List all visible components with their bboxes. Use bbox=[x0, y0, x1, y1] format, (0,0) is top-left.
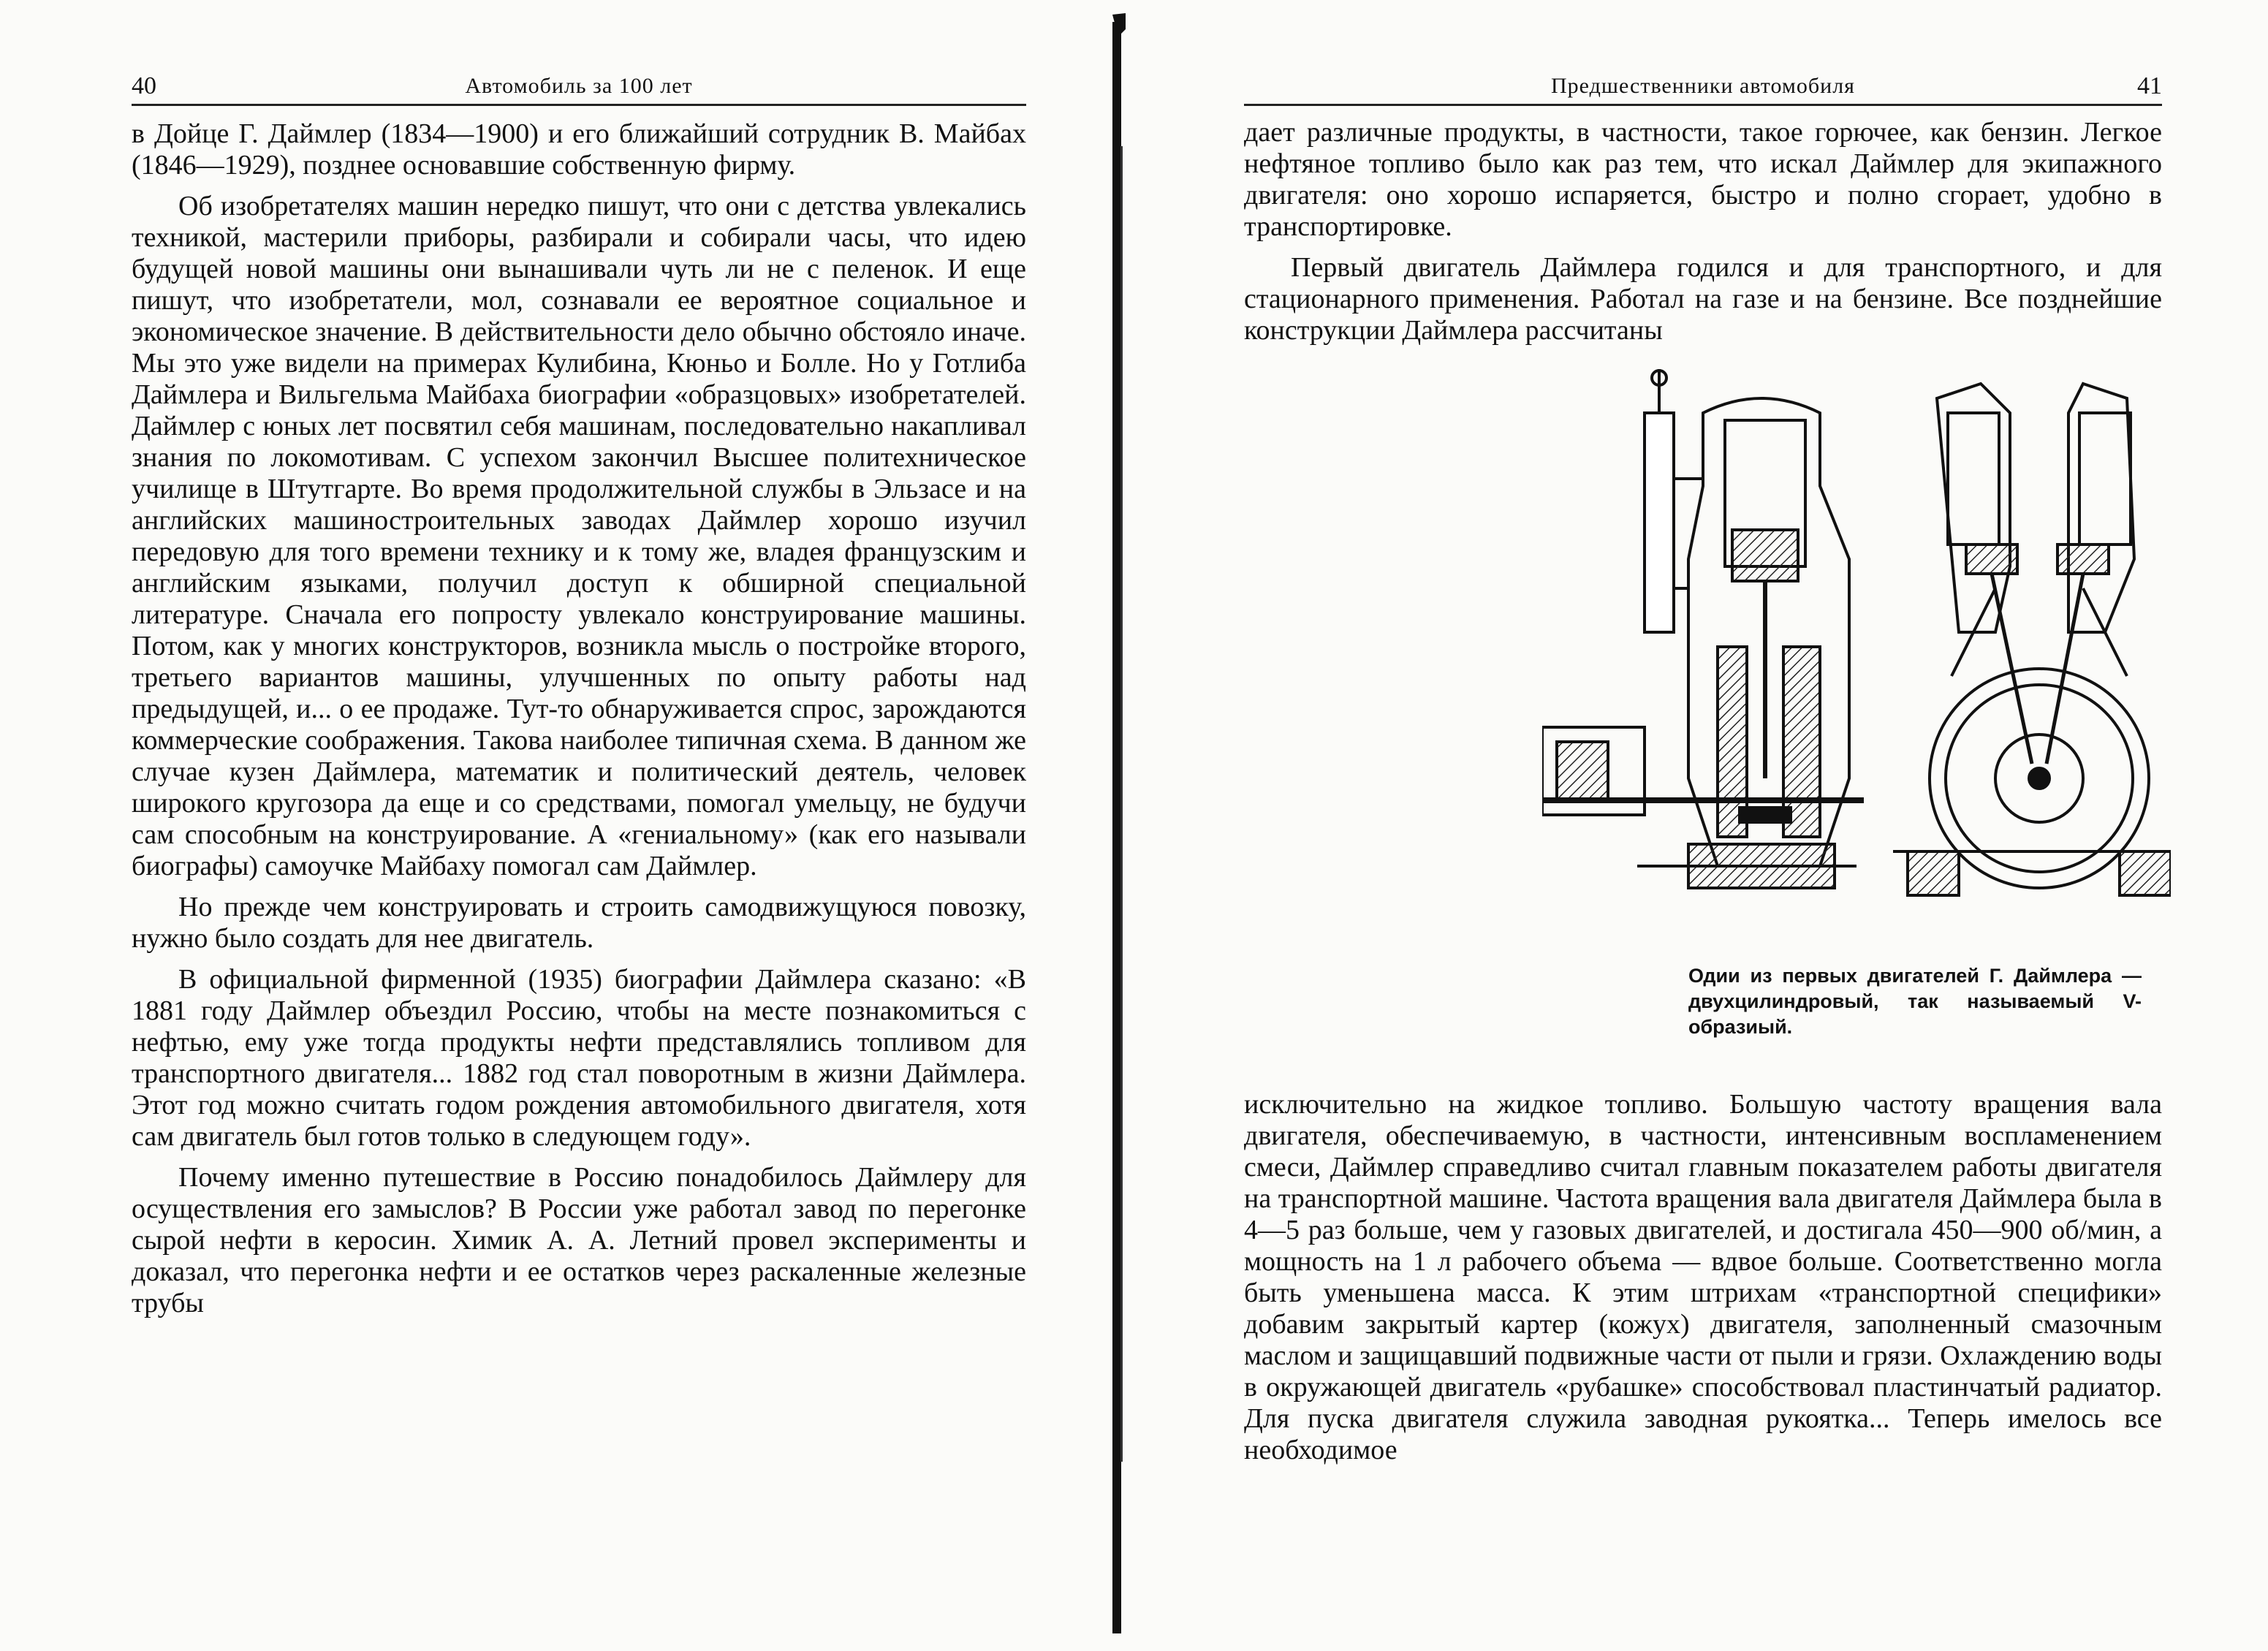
right-page-header bbox=[1244, 72, 2162, 101]
figure-caption: Одии из первых двигателей Г. Даймлера — двухцилиндровый, так называемый V-образиый. bbox=[1688, 965, 2142, 1038]
paragraph: дает различные продукты, в частности, такое горючее, как бензин. Легкое нефтяное топливо было как раз тем, что искал Даймлер для экипажного двигателя: оно хорошо испаряется, быстро и полно сгорает, удобно в транспортировке. bbox=[1244, 117, 2162, 242]
right-page-number: 41 bbox=[2137, 72, 2162, 99]
right-running-title: Предшественники автомобиля bbox=[1551, 74, 1855, 98]
paragraph: в Дойце Г. Даймлер (1834—1900) и его ближайший сотрудник В. Майбах (1846—1929), позднее основавшие собственную фирму. bbox=[132, 118, 1026, 181]
right-body-text-bottom bbox=[1244, 1089, 2162, 1466]
left-page bbox=[0, 0, 1111, 1651]
left-page-header bbox=[132, 72, 1026, 101]
right-page bbox=[1126, 0, 2268, 1651]
left-body-text bbox=[132, 118, 1026, 1319]
right-body-text-top bbox=[1244, 117, 2162, 346]
left-header-rule bbox=[132, 104, 1026, 106]
paragraph: Почему именно путешествие в Россию понадобилось Даймлеру для осуществления его замыслов? В России уже работал завод по перегонке сырой нефти в керосин. Химик А. А. Летний провел эксперименты и доказал, что перегонка нефти и ее остатков через раскаленные железные трубы bbox=[132, 1162, 1026, 1318]
paragraph: В официальной фирменной (1935) биографии Даймлера сказано: «В 1881 году Даймлер объездил Россию, чтобы на месте познакомиться с нефтью, ему уже тогда продукты нефти представлялись топливом для транспортного двигателя... 1882 год стал поворотным в жизни Даймлера. Этот год можно считать годом рождения автомобильного двигателя, хотя сам двигатель был готов только в следующем году». bbox=[132, 964, 1026, 1152]
left-page-number: 40 bbox=[132, 72, 156, 99]
left-running-title: Автомобиль за 100 лет bbox=[465, 74, 693, 98]
paragraph: Первый двигатель Даймлера годился и для транспортного, и для стационарного применения. Работал на газе и на бензине. Все позднейшие конструкции Даймлера рассчитаны bbox=[1244, 252, 2162, 346]
engine-drawing-icon bbox=[1542, 369, 2171, 917]
paragraph: исключительно на жидкое топливо. Большую частоту вращения вала двигателя, обеспечиваемую, в частности, интенсивным воспламенением смеси, Даймлер справедливо считал главным показателем работы двигателя на транспортной машине. Частота вращения вала двигателя Даймлера была в 4—5 раз больше, чем у газовых двигателей, и достигала 450—900 об/мин, а мощность на 1 л рабочего объема — вдвое больше. Соответственно могла быть уменьшена масса. К этим штрихам «транспортной специфики» добавим закрытый картер (кожух) двигателя, заполненный смазочным маслом и защищавший подвижные части от пыли и грязи. Охлаждению воды в окружающей двигатель «рубашке» способствовал пластинчатый радиатор. Для пуска двигателя служила заводная рукоятка... Теперь имелось все необходимое bbox=[1244, 1089, 2163, 1465]
paragraph: Об изобретателях машин нередко пишут, что они с детства увлекались техникой, мастерили приборы, разбирали и собирали часы, что идею будущей новой машины они вынашивали чуть ли не с пеленок. И еще пишут, что изобретатели, мол, сознавали ее вероятное социальное и экономическое значение. В действительности дело обычно обстояло иначе. Мы это уже видели на примерах Кулибина, Кюньо и Болле. Но у Готлиба Даймлера и Вильгельма Майбаха биографии «образцовых» изобретателей. Даймлер с юных лет посвятил себя машинам, последовательно накапливал знания по локомотивам. С успехом закончил Высшее политехническое училище в Штутгарте. Во время продолжительной службы в Эльзасе и на английских машиностроительных заводах Даймлер хорошо изучил передовую для того времени технику и к тому же, владея французским и английским языками, получил доступ к обширной специальной литературе. Сначала его попросту увлекало конструирование машины. Потом, как у многих конструкторов, возникла мысль о постройке второго, третьего вариантов машины, улучшенных по опыту работы над предыдущей, и... о ее продаже. Тут-то обнаруживается спрос, зарождаются коммерческие соображения. Такова наиболее типичная схема. В данном же случае кузен Даймлера, математик и политический деятель, человек широкого кругозора да еще и со средствами, помогал умельцу, не будучи сам способным на конструирование. А «гениальному» (как его называли биографы) самоучке Майбаху помогал сам Даймлер. bbox=[132, 191, 1026, 881]
paragraph: Но прежде чем конструировать и строить самодвижущуюся повозку, нужно было создать для нее двигатель. bbox=[132, 892, 1026, 954]
right-header-rule bbox=[1244, 104, 2162, 106]
